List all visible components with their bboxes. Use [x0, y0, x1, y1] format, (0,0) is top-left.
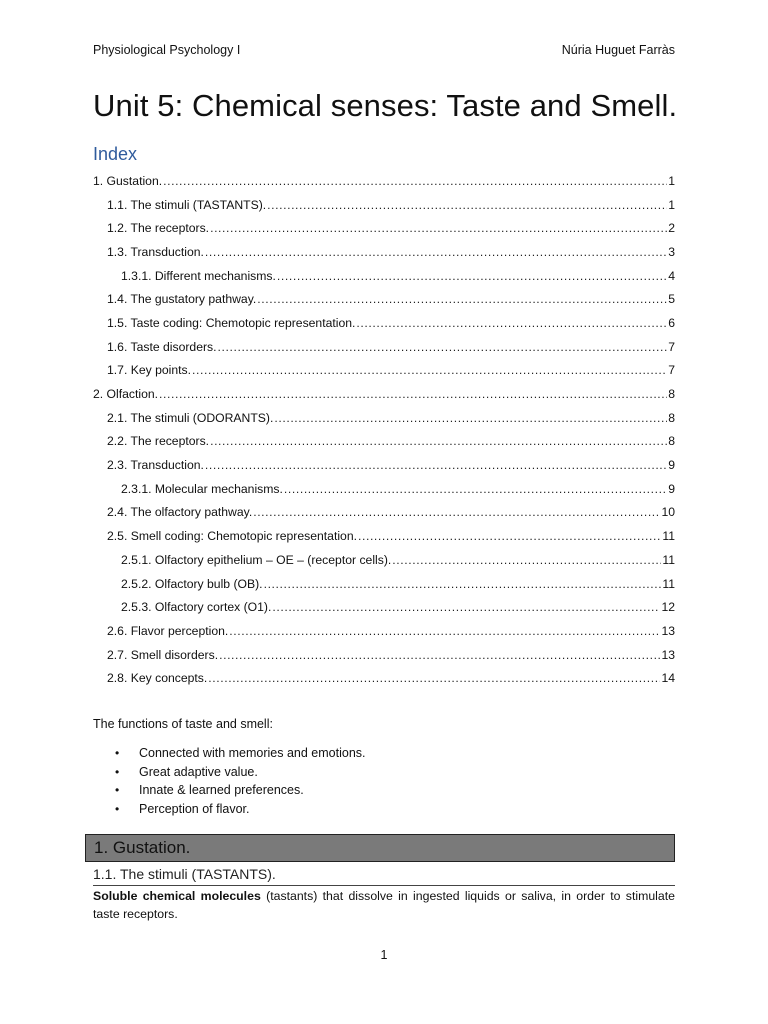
section-heading-gustation: 1. Gustation.: [85, 834, 675, 862]
running-header: [93, 43, 675, 57]
bullet-icon: •: [115, 802, 120, 817]
toc-entry-title: 2.3.1. Molecular mechanisms.: [121, 481, 283, 496]
bullet-icon: •: [115, 764, 120, 779]
list-item-text: Perception of flavor.: [139, 802, 250, 817]
toc-page-number: 7: [668, 363, 675, 378]
toc-entry-title: 1.7. Key points.: [107, 363, 192, 378]
list-item-text: Innate & learned preferences.: [139, 783, 304, 798]
toc-dot-leader: [264, 577, 662, 591]
toc-page-number: 11: [662, 576, 675, 591]
table-of-contents: [93, 169, 675, 690]
toc-entry[interactable]: [93, 216, 675, 240]
toc-dot-leader: [218, 340, 668, 354]
page-number: 1: [380, 948, 388, 962]
toc-page-number: 10: [661, 505, 675, 520]
toc-page-number: 5: [668, 292, 675, 307]
toc-entry-title: 2.5.3. Olfactory cortex (O1).: [121, 600, 272, 615]
toc-entry[interactable]: [93, 406, 675, 430]
paragraph-bold-term: Soluble chemical molecules: [93, 889, 261, 903]
functions-intro: The functions of taste and smell:: [93, 717, 273, 731]
toc-page-number: 13: [661, 623, 675, 638]
toc-page-number: 8: [668, 434, 675, 449]
subsection-heading-stimuli: 1.1. The stimuli (TASTANTS).: [93, 866, 675, 886]
toc-entry[interactable]: [93, 572, 675, 596]
toc-page-number: 1: [668, 197, 675, 212]
header-author: Núria Huguet Farràs: [561, 43, 675, 57]
toc-entry[interactable]: [93, 359, 675, 383]
toc-entry[interactable]: [93, 453, 675, 477]
toc-entry-title: 2.4. The olfactory pathway.: [107, 505, 253, 520]
document-title: Unit 5: Chemical senses: Taste and Smell.: [93, 88, 678, 123]
toc-dot-leader: [274, 411, 667, 425]
list-item: [93, 800, 366, 819]
toc-entry[interactable]: [93, 382, 675, 406]
toc-entry-title: 2.5.2. Olfactory bulb (OB).: [121, 576, 263, 591]
toc-dot-leader: [257, 292, 667, 306]
toc-entry[interactable]: [93, 548, 675, 572]
toc-entry[interactable]: [93, 524, 675, 548]
list-item: [93, 763, 366, 782]
toc-entry[interactable]: [93, 169, 675, 193]
toc-page-number: 6: [668, 315, 675, 330]
toc-page-number: 8: [668, 387, 675, 402]
toc-entry-title: 2.2. The receptors.: [107, 434, 210, 449]
toc-entry[interactable]: [93, 240, 675, 264]
toc-dot-leader: [358, 529, 661, 543]
toc-dot-leader: [205, 245, 667, 259]
toc-entry-title: 1.5. Taste coding: Chemotopic representation.: [107, 315, 356, 330]
toc-entry[interactable]: [93, 595, 675, 619]
toc-entry[interactable]: [93, 287, 675, 311]
bullet-icon: •: [115, 783, 120, 798]
toc-page-number: 4: [668, 268, 675, 283]
toc-entry[interactable]: [93, 477, 675, 501]
toc-dot-leader: [284, 482, 667, 496]
toc-entry[interactable]: [93, 430, 675, 454]
toc-page-number: 8: [668, 410, 675, 425]
toc-page-number: 11: [662, 529, 675, 544]
toc-page-number: 9: [668, 458, 675, 473]
toc-entry-title: 2.5.1. Olfactory epithelium – OE – (receptor cells).: [121, 552, 392, 567]
toc-dot-leader: [219, 648, 660, 662]
toc-page-number: 9: [668, 481, 675, 496]
toc-entry-title: 2.6. Flavor perception.: [107, 623, 229, 638]
toc-page-number: 13: [661, 647, 675, 662]
list-item-text: Connected with memories and emotions.: [139, 746, 366, 761]
toc-page-number: 11: [662, 552, 675, 567]
toc-page-number: 7: [668, 339, 675, 354]
toc-dot-leader: [208, 671, 660, 685]
toc-dot-leader: [277, 269, 667, 283]
list-item: [93, 744, 366, 763]
toc-entry-title: 1.6. Taste disorders.: [107, 339, 217, 354]
toc-entry[interactable]: [93, 619, 675, 643]
toc-entry-title: 1.1. The stimuli (TASTANTS).: [107, 197, 267, 212]
toc-dot-leader: [253, 505, 660, 519]
toc-entry-title: 1.3. Transduction.: [107, 244, 204, 259]
toc-dot-leader: [272, 600, 660, 614]
bullet-icon: •: [115, 746, 120, 761]
toc-entry-title: 2. Olfaction.: [93, 387, 159, 402]
toc-dot-leader: [267, 198, 667, 212]
functions-list: [93, 744, 366, 818]
toc-dot-leader: [210, 434, 667, 448]
toc-entry-title: 2.5. Smell coding: Chemotopic representation.: [107, 529, 357, 544]
toc-entry-title: 1.2. The receptors.: [107, 221, 210, 236]
list-item: [93, 781, 366, 800]
toc-dot-leader: [192, 363, 667, 377]
body-paragraph: [93, 888, 675, 923]
toc-page-number: 1: [668, 173, 675, 188]
toc-entry-title: 1. Gustation.: [93, 173, 163, 188]
paragraph-text: (tastants) that dissolve in ingested liquids or saliva, in order to stimulate taste receptors.: [93, 889, 676, 921]
toc-entry[interactable]: [93, 193, 675, 217]
toc-entry-title: 2.8. Key concepts.: [107, 671, 208, 686]
toc-page-number: 12: [661, 600, 675, 615]
toc-dot-leader: [392, 553, 661, 567]
index-heading: Index: [93, 144, 138, 164]
toc-entry-title: 2.7. Smell disorders.: [107, 647, 219, 662]
toc-entry-title: 1.3.1. Different mechanisms.: [121, 268, 276, 283]
toc-dot-leader: [356, 316, 667, 330]
toc-page-number: 2: [668, 221, 675, 236]
toc-entry[interactable]: [93, 666, 675, 690]
toc-page-number: 3: [668, 244, 675, 259]
toc-dot-leader: [159, 387, 667, 401]
document-page: [93, 0, 678, 1024]
toc-page-number: 14: [661, 671, 675, 686]
toc-entry[interactable]: [93, 335, 675, 359]
toc-entry[interactable]: [93, 643, 675, 667]
header-course: Physiological Psychology I: [93, 43, 241, 57]
toc-entry[interactable]: [93, 501, 675, 525]
toc-entry-title: 2.3. Transduction.: [107, 458, 204, 473]
toc-dot-leader: [163, 174, 667, 188]
toc-entry[interactable]: [93, 311, 675, 335]
toc-entry-title: 2.1. The stimuli (ODORANTS).: [107, 410, 274, 425]
toc-entry[interactable]: [93, 264, 675, 288]
list-item-text: Great adaptive value.: [139, 764, 258, 779]
toc-dot-leader: [229, 624, 660, 638]
toc-dot-leader: [205, 458, 667, 472]
toc-entry-title: 1.4. The gustatory pathway.: [107, 292, 257, 307]
toc-dot-leader: [210, 221, 667, 235]
